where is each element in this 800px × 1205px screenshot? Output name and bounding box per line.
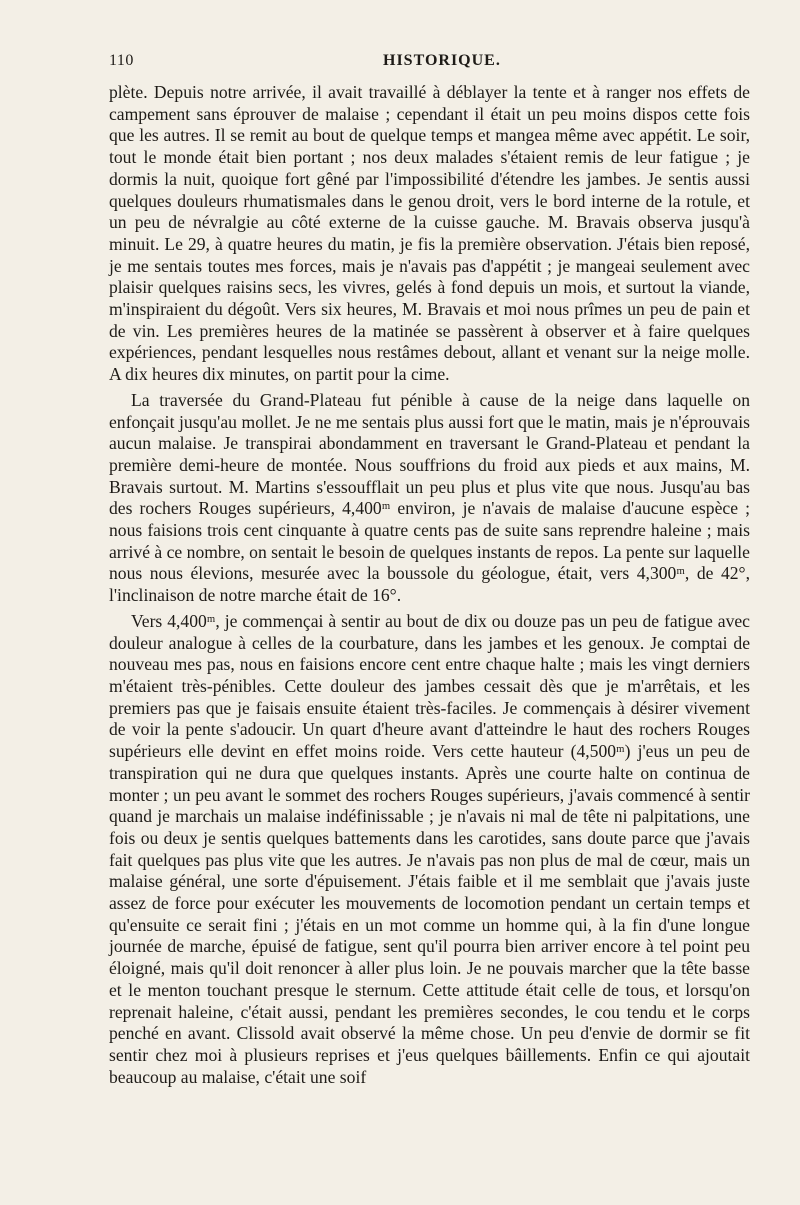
page-number: 110 (109, 52, 134, 69)
paragraph-ascent-fatigue: Vers 4,400ᵐ, je commençai à sentir au bout de dix ou douze pas un peu de fatigue avec douleur analogue à celles de la courbature, dans les jambes et les genoux. Je comptai de nouveau mes pas, nous en faisions encore cent entre chaque halte ; mais les vingt derniers m'étaient très-pénibles. Cette douleur des jambes cessait dès que je m'arrêtais, et les premiers pas que je faisais ensuite étaient très-faciles. Je commençais à désirer vivement de voir la pente s'adoucir. Un quart d'heure avant d'atteindre le haut des rochers Rouges supérieurs elle devint en effet moins roide. Vers cette hauteur (4,500ᵐ) j'eus un peu de transpiration qui ne dura que quelques instants. Après une courte halte on continua de monter ; un peu avant le sommet des rochers Rouges supérieurs, j'avais commencé à sentir quand je marchais un malaise indéfinissable ; je n'avais ni mal de tête ni palpitations, une fois ou deux je sentis quelques battements dans les carotides, sans doute parce que j'avais fait quelques pas plus vite que les autres. Je n'avais pas non plus de mal de cœur, mais un malaise général, une sorte d'épuisement. J'étais faible et il me semblait que j'avais juste assez de force pour exécuter les mouvements de locomotion pendant un certain temps et qu'ensuite ce serait fini ; j'étais en un mot comme un homme qui, à la fin d'une longue journée de marche, épuisé de fatigue, sent qu'il pourra bien arriver encore à tel point peu éloigné, mais qu'il doit renoncer à aller plus loin. Je ne pouvais marcher que la tête basse et le menton touchant presque le sternum. Cette attitude était celle de tous, et lorsqu'on reprenait haleine, c'était aussi, pendant les premières secondes, le cou tendu et le corps penché en avant. Clissold avait observé la même chose. Un peu d'envie de dormir se fit sentir chez moi à plusieurs reprises et j'eus quelques bâillements. Enfin ce qui ajoutait beaucoup au malaise, c'était une soif (109, 610, 750, 1087)
paragraph-grand-plateau: La traversée du Grand-Plateau fut pénible à cause de la neige dans laquelle on enfonçait jusqu'au mollet. Je ne me sentais plus aussi fort que le matin, mais je n'éprouvais aucun malaise. Je transpirai abondamment en traversant le Grand-Plateau et pendant la première demi-heure de montée. Nous souffrions du froid aux pieds et aux mains, M. Bravais surtout. M. Martins s'essoufflait un peu plus et plus vite que nous. Jusqu'au bas des rochers Rouges supérieurs, 4,400ᵐ environ, je n'avais de malaise d'aucune espèce ; nous faisions trois cent cinquante à quatre cents pas de suite sans reprendre haleine ; mais arrivé à ce nombre, on sentait le besoin de quelques instants de repos. La pente sur laquelle nous nous élevions, mesurée avec la boussole du géologue, était, vers 4,300ᵐ, de 42°, l'inclinaison de notre marche était de 16°. (109, 389, 750, 606)
running-head (109, 52, 750, 78)
body-text (109, 82, 750, 1088)
paragraph-continuation: plète. Depuis notre arrivée, il avait travaillé à déblayer la tente et à ranger nos effets de campement sans éprouver de malaise ; cependant il était un peu moins dispos cette fois que les autres. Il se remit au bout de quelque temps et mangea même avec appétit. Le soir, tout le monde était bien portant ; nos deux malades s'étaient remis de leur fatigue ; je dormis la nuit, quoique fort gêné par l'impossibilité d'étendre les jambes. Je sentis aussi quelques douleurs rhumatismales dans le genou droit, vers le bord interne de la rotule, et un peu de névralgie au côté externe de la cuisse gauche. M. Bravais observa jusqu'à minuit. Le 29, à quatre heures du matin, je fis la première observation. J'étais bien reposé, je me sentais toutes mes forces, mais je n'avais pas d'appétit ; je mangeai seulement avec plaisir quelques raisins secs, les vivres, gelés à fond depuis un mois, et surtout la viande, m'inspiraient du dégoût. Vers six heures, M. Bravais et moi nous prîmes un peu de pain et de vin. Les premières heures de la matinée se passèrent à observer et à faire quelques expériences, pendant lesquelles nous restâmes debout, allant et venant sur la neige molle. A dix heures dix minutes, on partit pour la cime. (109, 82, 750, 385)
running-title: HISTORIQUE. (383, 52, 501, 69)
